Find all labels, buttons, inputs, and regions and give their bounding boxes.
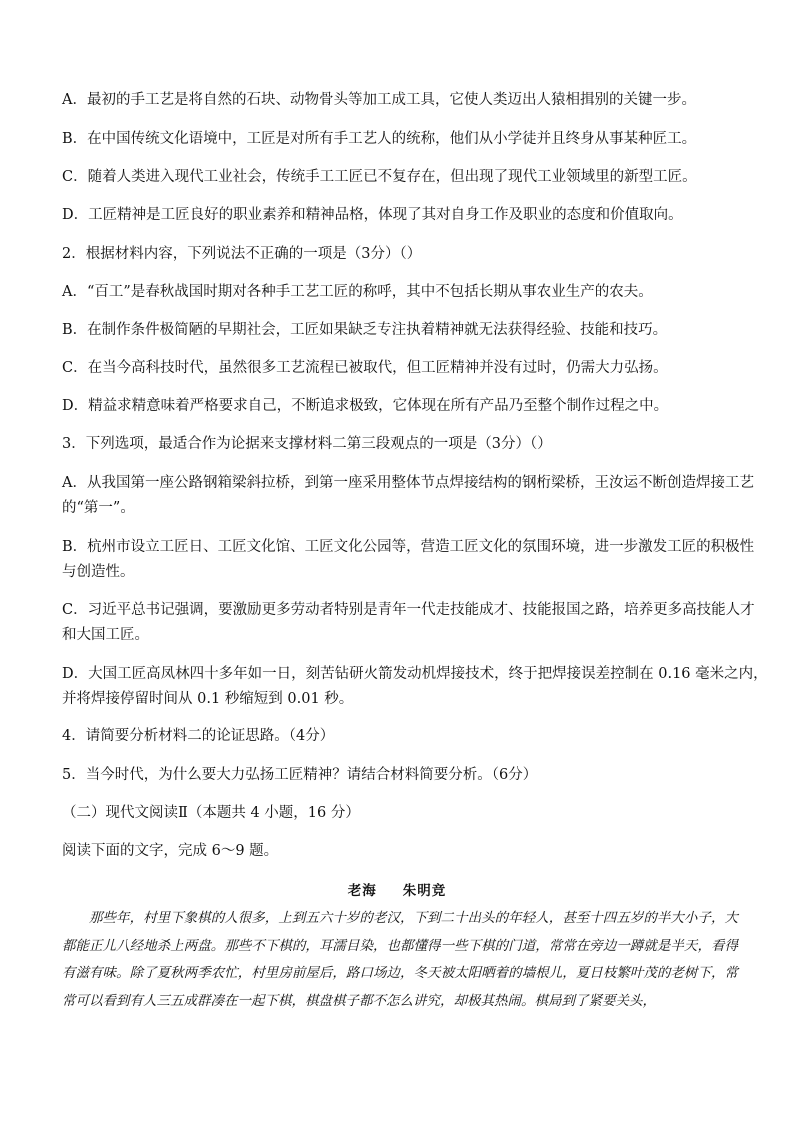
article-title-block — [0, 879, 794, 899]
q3-stem: 3．下列选项，最适合作为论据来支撑材料二第三段观点的一项是（3分）（） — [62, 436, 552, 452]
q2-option-d: D．精益求精意味着严格要求自己，不断追求极致，它体现在所有产品乃至整个制作过程之中。 — [62, 398, 669, 414]
q2-option-b: B．在制作条件极简陋的早期社会，工匠如果缺乏专注执着精神就无法获得经验、技能和技巧。 — [62, 322, 668, 338]
q1-option-d: D．工匠精神是工匠良好的职业素养和精神品格，体现了其对自身工作及职业的态度和价值取向。 — [62, 207, 683, 223]
q3-option-b-line2: 与创造性。 — [62, 564, 135, 580]
section-heading: （二）现代文阅读Ⅱ（本题共 4 小题，16 分） — [62, 805, 360, 821]
article-title: 老海 — [347, 883, 377, 899]
q3-option-d-line1: D．大国工匠高凤林四十多年如一日，刻苦钻研火箭发动机焊接技术，终于把焊接误差控制在 0.16 毫米之内， — [62, 666, 768, 682]
q3-option-a-line1: A．从我国第一座公路钢箱梁斜拉桥，到第一座采用整体节点焊接结构的钢桁梁桥，王汝运不断创造焊接工艺 — [62, 475, 754, 491]
q3-option-a-line2: 的“第一”。 — [62, 500, 135, 516]
article-author: 朱明竞 — [402, 883, 447, 899]
q3-option-d-line2: 并将焊接停留时间从 0.1 秒缩短到 0.01 秒。 — [62, 691, 354, 707]
q2-option-a: A．“百工”是春秋战国时期对各种手工艺工匠的称呼，其中不包括长期从事农业生产的农夫。 — [62, 284, 653, 300]
q3-option-c-line2: 和大国工匠。 — [62, 627, 149, 643]
q2-stem: 2．根据材料内容，下列说法不正确的一项是（3分）（） — [62, 246, 422, 262]
section-instruction: 阅读下面的文字，完成 6～9 题。 — [62, 843, 279, 859]
q4-stem: 4．请简要分析材料二的论证思路。（4分） — [62, 728, 335, 744]
article-paragraph: 那些年，村里下象棋的人很多，上到五六十岁的老汉，下到二十出头的年轻人，甚至十四五岁的半大小子，大都能正儿八经地杀上两盘。那些不下棋的，耳濡目染，也都懂得一些下棋的门道，常常在旁边一蹲就是半天，看得有滋有味。除了夏秋两季农忙，村里房前屋后，路口场边，冬天被太阳晒着的墙根儿，夏日枝繁叶茂的老树下，常常可以看到有人三五成群凑在一起下棋，棋盘棋子都不怎么讲究，却极其热闹。棋局到了紧要关头， — [62, 910, 738, 1009]
q5-stem: 5．当今时代，为什么要大力弘扬工匠精神？请结合材料简要分析。（6分） — [62, 767, 538, 783]
q3-option-c-line1: C．习近平总书记强调，要激励更多劳动者特别是青年一代走技能成才、技能报国之路，培养更多高技能人才 — [62, 602, 755, 618]
q2-option-c: C．在当今高科技时代，虽然很多工艺流程已被取代，但工匠精神并没有过时，仍需大力弘扬。 — [62, 360, 668, 376]
q1-option-b: B．在中国传统文化语境中，工匠是对所有手工艺人的统称，他们从小学徒并且终身从事某种匠工。 — [62, 131, 697, 147]
q3-option-b-line1: B．杭州市设立工匠日、工匠文化馆、工匠文化公园等，营造工匠文化的氛围环境，进一步激发工匠的积极性 — [62, 539, 755, 555]
q1-option-a: A．最初的手工艺是将自然的石块、动物骨头等加工成工具，它使人类迈出人猿相揖别的关键一步。 — [62, 92, 696, 108]
q1-option-c: C．随着人类进入现代工业社会，传统手工工匠已不复存在，但出现了现代工业领域里的新型工匠。 — [62, 169, 697, 185]
